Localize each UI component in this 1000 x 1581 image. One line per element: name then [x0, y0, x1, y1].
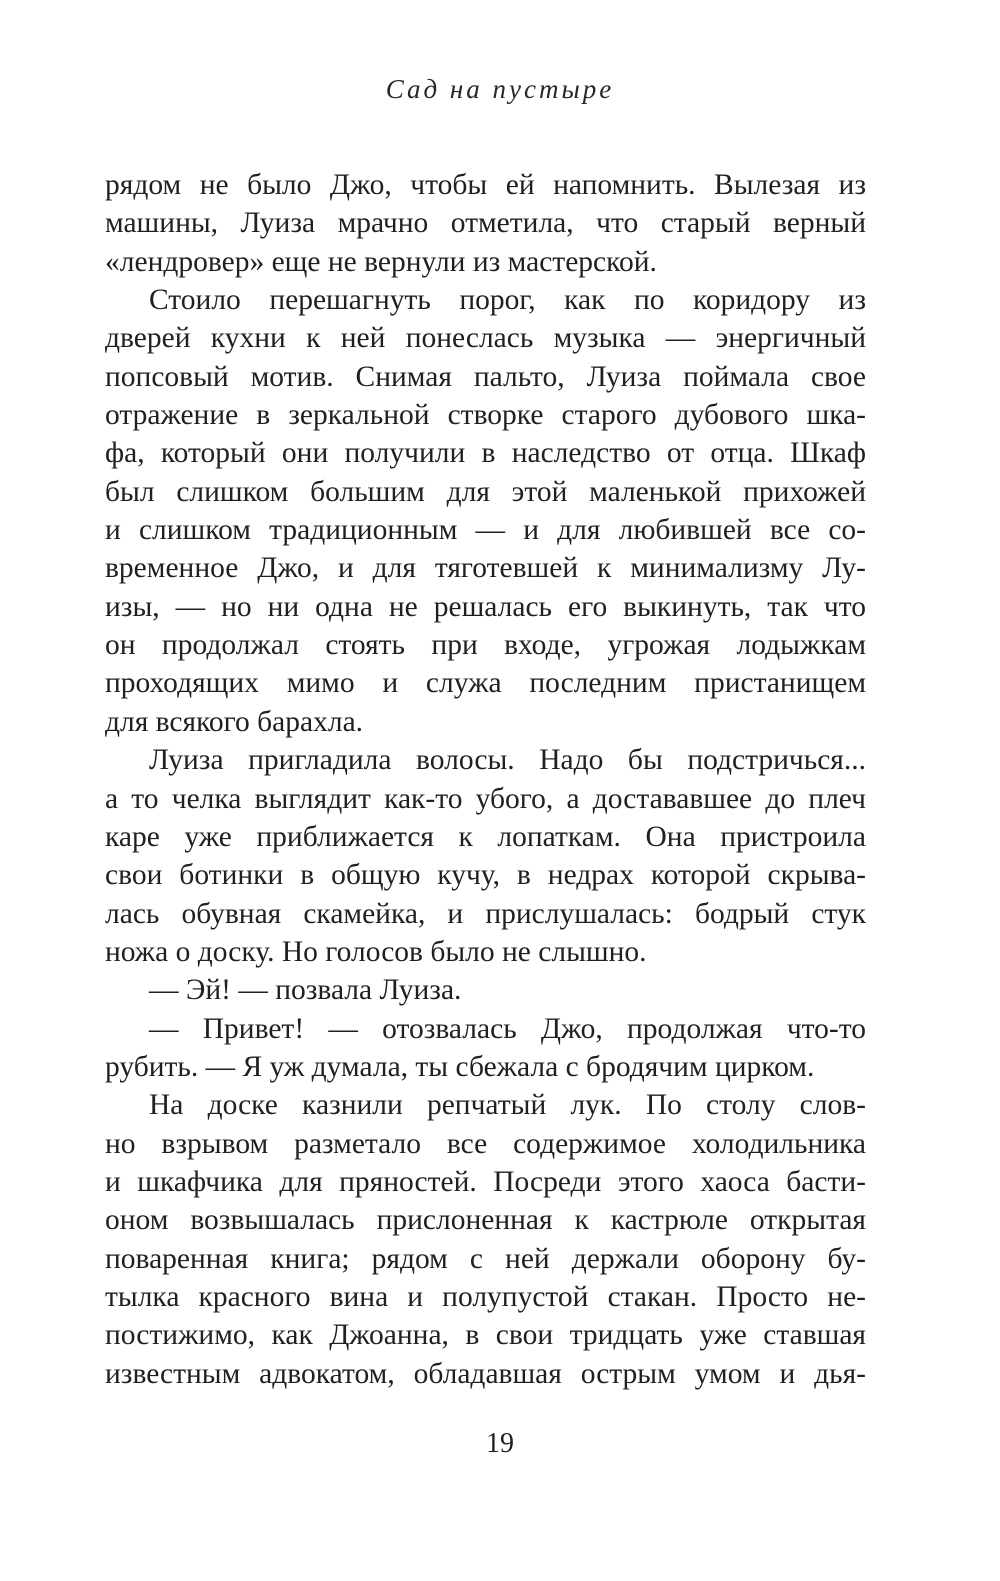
- text-line: «лендровер» еще не вернули из мастерской.: [105, 245, 657, 278]
- page-number: 19: [486, 1428, 514, 1459]
- text-line: Стоило перешагнуть порог, как по коридору из: [149, 284, 866, 317]
- text-line: рядом не было Джо, чтобы ей напомнить. Вылезая из: [105, 169, 866, 201]
- text-line: тылка красного вина и полупустой стакан. Просто не-: [105, 1280, 866, 1313]
- text-line: а то челка выглядит как-то убого, а достававшее до плеч: [105, 782, 866, 815]
- text-line: и шкафчика для пряностей. Посреди этого хаоса басти-: [105, 1165, 866, 1198]
- text-line: На доске казнили репчатый лук. По столу слов-: [149, 1089, 866, 1122]
- text-line: дверей кухни к ней понеслась музыка — энергичный: [105, 322, 866, 355]
- text-line: оном возвышалась прислоненная к кастрюле открытая: [105, 1204, 866, 1237]
- text-line: и слишком традиционным — и для любившей все со-: [105, 514, 866, 547]
- text-line: Луиза пригладила волосы. Надо бы подстричься...: [149, 744, 866, 777]
- text-line: изы, — но ни одна не решалась его выкинуть, так что: [105, 590, 866, 623]
- text-line: известным адвокатом, обладавшая острым умом и дья-: [105, 1357, 866, 1390]
- text-line: поваренная книга; рядом с ней держали оборону бу-: [105, 1242, 866, 1275]
- text-line: временное Джо, и для тяготевшей к минимализму Лу-: [105, 552, 866, 585]
- text-line: он продолжал стоять при входе, угрожая лодыжкам: [105, 629, 866, 662]
- text-line: был слишком большим для этой маленькой прихожей: [105, 475, 866, 508]
- text-line: каре уже приближается к лопаткам. Она пристроила: [105, 820, 866, 853]
- text-line: ножа о доску. Но голосов было не слышно.: [105, 935, 647, 968]
- text-line: лась обувная скамейка, и прислушалась: бодрый стук: [105, 897, 866, 930]
- text-line: для всякого барахла.: [105, 705, 364, 738]
- text-line: отражение в зеркальной створке старого дубового шка-: [105, 399, 866, 432]
- body-text: [105, 166, 866, 1393]
- text-line: постижимо, как Джоанна, в свои тридцать уже ставшая: [105, 1319, 866, 1352]
- text-line: — Привет! — отозвалась Джо, продолжая что-то: [149, 1012, 866, 1045]
- text-line: рубить. — Я уж думала, ты сбежала с бродячим цирком.: [105, 1050, 815, 1083]
- text-line: фа, который они получили в наследство от отца. Шкаф: [105, 437, 866, 470]
- text-line: проходящих мимо и служа последним пристанищем: [105, 667, 866, 700]
- text-line: но взрывом разметало все содержимое холодильника: [105, 1127, 866, 1160]
- running-head: Сад на пустыре: [385, 74, 615, 104]
- text-line: машины, Луиза мрачно отметила, что старый верный: [105, 207, 866, 240]
- text-line: попсовый мотив. Снимая пальто, Луиза поймала свое: [105, 360, 866, 393]
- text-line: свои ботинки в общую кучу, в недрах которой скрыва-: [105, 859, 866, 892]
- text-line: — Эй! — позвала Луиза.: [149, 974, 462, 1007]
